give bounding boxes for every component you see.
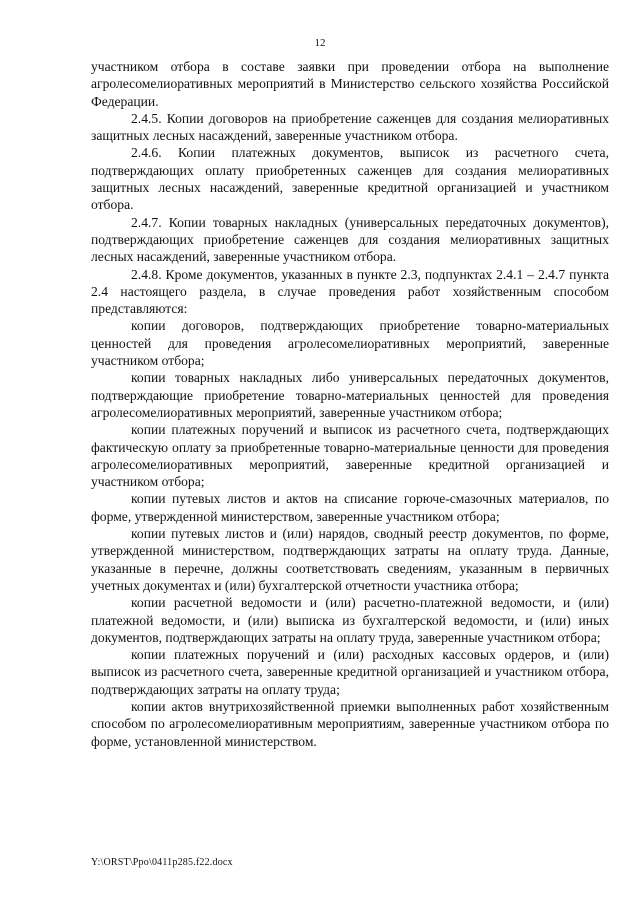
document-body [91, 58, 609, 750]
list-item-payroll-statements: копии расчетной ведомости и (или) расчетно-платежной ведомости, и (или) платежной ведомости, и (или) выписка из бухгалтерской ведомости, и (или) иных документов, подтверждающих затраты на оплату труда, заверенные участником отбора; [91, 595, 609, 645]
list-item-contracts: копии договоров, подтверждающих приобретение товарно-материальных ценностей для проведения агролесомелиоративных мероприятий, заверенные участником отбора; [91, 318, 609, 369]
list-item-fuel-writeoff: копии путевых листов и актов на списание горюче-смазочных материалов, по форме, утвержденной министерством, заверенные участником отбора; [91, 491, 609, 524]
paragraph-2-4-5: 2.4.5. Копии договоров на приобретение саженцев для создания мелиоративных защитных лесных насаждений, заверенные участником отбора. [91, 110, 609, 144]
paragraph-2-4-7: 2.4.7. Копии товарных накладных (универсальных передаточных документов), подтверждающих приобретение саженцев для создания мелиоративных защитных лесных насаждений, заверенные участником отбора. [91, 214, 609, 265]
list-item-payment-orders: копии платежных поручений и выписок из расчетного счета, подтверждающих фактическую оплату за приобретенные товарно-материальные ценности для проведения агролесомелиоративных мероприятий, заверенные кредитной организацией и участником отбора; [91, 422, 609, 490]
paragraph-continuation: участником отбора в составе заявки при проведении отбора на выполнение агролесомелиоративных мероприятий в Министерство сельского хозяйства Российской Федерации. [91, 59, 609, 109]
paragraph-2-4-6: 2.4.6. Копии платежных документов, выписок из расчетного счета, подтверждающих оплату приобретенных саженцев для создания мелиоративных защитных лесных насаждений, заверенные кредитной организацией и участником отбора. [91, 145, 609, 213]
list-item-work-orders: копии путевых листов и (или) нарядов, сводный реестр документов, по форме, утвержденной министерством, подтверждающих затраты на оплату труда. Данные, указанные в перечне, должны соответствовать сведениям, указанным в первичных учетных документах и (или) бухгалтерской отчетности участника отбора; [91, 526, 609, 593]
list-item-acceptance-acts: копии актов внутрихозяйственной приемки выполненных работ хозяйственным способом по агролесомелиоративным мероприятиям, заверенные участником отбора по форме, установленной министерством. [91, 698, 609, 749]
page-number: 12 [314, 37, 326, 49]
list-item-waybills: копии товарных накладных либо универсальных передаточных документов, подтверждающие приобретение товарно-материальных ценностей для проведения агролесомелиоративных мероприятий, заверенные участником отбора; [91, 370, 609, 420]
file-path-footer: Y:\ORST\Ppo\0411p285.f22.docx [91, 857, 233, 868]
list-item-cash-orders: копии платежных поручений и (или) расходных кассовых ордеров, и (или) выписок из расчетного счета, заверенные кредитной организацией и участником отбора, подтверждающих затраты на оплату труда; [91, 647, 609, 697]
paragraph-2-4-8: 2.4.8. Кроме документов, указанных в пункте 2.3, подпунктах 2.4.1 – 2.4.7 пункта 2.4 настоящего раздела, в случае проведения работ хозяйственным способом представляются: [91, 266, 609, 317]
